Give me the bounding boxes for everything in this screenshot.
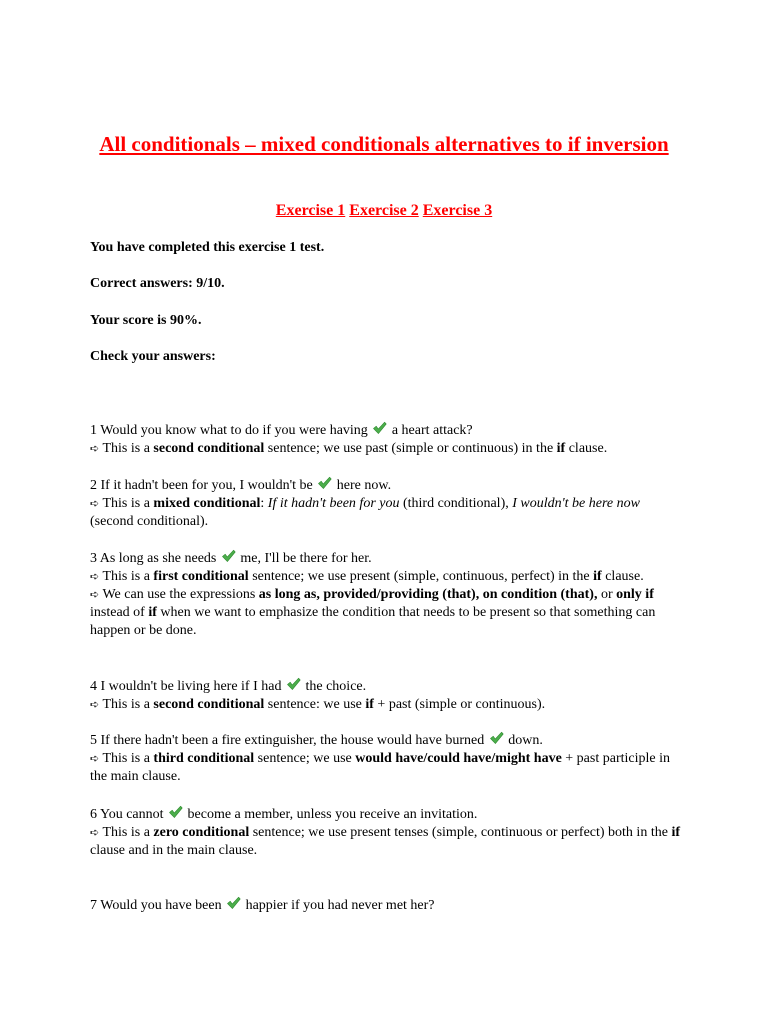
explanation-text: + past (simple or continuous). xyxy=(373,697,546,712)
question-sentence xyxy=(90,476,682,495)
question-text-before: 5 If there hadn't been a fire extinguisher, the house would have burned xyxy=(90,733,485,748)
question-text-before: 7 Would you have been xyxy=(90,898,222,913)
explanation xyxy=(90,750,682,786)
arrow-icon: ➪ xyxy=(90,698,100,711)
explanation-text: This is a xyxy=(99,441,154,456)
explanation xyxy=(90,824,682,860)
explanation-text: or xyxy=(597,587,617,602)
question-text-before: 1 Would you know what to do if you were having xyxy=(90,423,368,438)
explanation-text: sentence: we use xyxy=(264,697,366,712)
question-sentence xyxy=(90,805,682,824)
explanation-text: This is a xyxy=(99,496,154,511)
correct-check-icon xyxy=(168,805,183,819)
explanation-text: We can use the expressions xyxy=(99,587,259,602)
question-text-after: happier if you had never met her? xyxy=(245,898,435,913)
explanation xyxy=(90,440,682,458)
correct-check-icon xyxy=(221,549,236,563)
question-sentence xyxy=(90,731,682,750)
exercise-3-link[interactable]: Exercise 3 xyxy=(422,202,493,219)
correct-check-icon xyxy=(317,476,332,490)
emphasis-bold: if xyxy=(556,441,566,456)
question-text-before: 4 I wouldn't be living here if I had xyxy=(90,679,282,694)
question-item xyxy=(90,421,682,458)
question-item xyxy=(90,476,682,531)
emphasis-bold: mixed conditional xyxy=(153,496,261,511)
question-text-after: down. xyxy=(508,733,543,748)
question-sentence xyxy=(90,549,682,568)
question-text-after: the choice. xyxy=(305,679,367,694)
emphasis-italic: I wouldn't be here now xyxy=(512,496,640,511)
check-answers-heading: Check your answers: xyxy=(90,349,216,364)
question-item xyxy=(90,731,682,786)
question-item xyxy=(90,549,682,640)
emphasis-bold: would have/could have/might have xyxy=(355,751,562,766)
explanation-text: sentence; we use xyxy=(254,751,356,766)
arrow-icon: ➪ xyxy=(90,442,100,455)
emphasis-bold: third conditional xyxy=(153,751,255,766)
emphasis-bold: if xyxy=(671,825,680,840)
explanation xyxy=(90,495,682,531)
explanation-text: This is a xyxy=(99,697,154,712)
explanation xyxy=(90,586,682,640)
emphasis-bold: if xyxy=(593,569,602,584)
question-sentence xyxy=(90,896,682,915)
correct-check-icon xyxy=(226,896,241,910)
correct-check-icon xyxy=(489,731,504,745)
emphasis-bold: if xyxy=(148,605,157,620)
exercise-1-link[interactable]: Exercise 1 xyxy=(275,202,346,219)
explanation-text: (second conditional). xyxy=(90,514,209,529)
emphasis-bold: only if xyxy=(616,587,654,602)
question-item xyxy=(90,896,682,915)
arrow-icon: ➪ xyxy=(90,570,100,583)
arrow-icon: ➪ xyxy=(90,752,100,765)
arrow-icon: ➪ xyxy=(90,497,100,510)
explanation-text: sentence; we use past (simple or continuous) in the xyxy=(264,441,557,456)
question-text-after: here now. xyxy=(336,478,392,493)
exercise-links xyxy=(90,201,678,221)
emphasis-bold: first conditional xyxy=(153,569,249,584)
arrow-icon: ➪ xyxy=(90,588,100,601)
question-text-after: become a member, unless you receive an invitation. xyxy=(187,807,478,822)
question-text-after: me, I'll be there for her. xyxy=(240,551,372,566)
exercise-2-link[interactable]: Exercise 2 xyxy=(349,202,419,219)
page-title: All conditionals – mixed conditionals alternatives to if inversion xyxy=(99,132,669,156)
emphasis-bold: as long as, provided/providing (that), on condition (that), xyxy=(258,587,598,602)
correct-check-icon xyxy=(286,677,301,691)
explanation-text: This is a xyxy=(99,569,154,584)
emphasis-italic: If it hadn't been for you xyxy=(267,496,400,511)
explanation-text: (third conditional), xyxy=(399,496,513,511)
explanation-text: when we want to emphasize the condition that needs to be present so that something can happen or be done. xyxy=(90,605,656,638)
explanation-text: This is a xyxy=(99,825,154,840)
question-item xyxy=(90,805,682,860)
question-text-after: a heart attack? xyxy=(391,423,473,438)
score: Your score is 90%. xyxy=(90,313,202,328)
explanation-text: clause. xyxy=(601,569,644,584)
question-text-before: 2 If it hadn't been for you, I wouldn't be xyxy=(90,478,313,493)
emphasis-bold: second conditional xyxy=(153,441,265,456)
correct-answers: Correct answers: 9/10. xyxy=(90,276,225,291)
explanation-text: clause. xyxy=(565,441,608,456)
explanation-text: sentence; we use present (simple, continuous, perfect) in the xyxy=(248,569,594,584)
question-item xyxy=(90,677,682,714)
question-text-before: 3 As long as she needs xyxy=(90,551,217,566)
emphasis-bold: zero conditional xyxy=(153,825,250,840)
question-text-before: 6 You cannot xyxy=(90,807,164,822)
explanation-text: : xyxy=(260,496,268,511)
explanation-text: This is a xyxy=(99,751,154,766)
question-sentence xyxy=(90,677,682,696)
explanation xyxy=(90,696,682,714)
emphasis-bold: second conditional xyxy=(153,697,265,712)
completed-message: You have completed this exercise 1 test. xyxy=(90,240,325,255)
question-sentence xyxy=(90,421,682,440)
explanation-text: + past participle in the main clause. xyxy=(90,751,670,784)
explanation xyxy=(90,568,682,586)
emphasis-bold: if xyxy=(365,697,374,712)
arrow-icon: ➪ xyxy=(90,826,100,839)
correct-check-icon xyxy=(372,421,387,435)
explanation-text: instead of xyxy=(90,605,149,620)
explanation-text: clause and in the main clause. xyxy=(90,843,258,858)
explanation-text: sentence; we use present tenses (simple, continuous or perfect) both in the xyxy=(249,825,672,840)
